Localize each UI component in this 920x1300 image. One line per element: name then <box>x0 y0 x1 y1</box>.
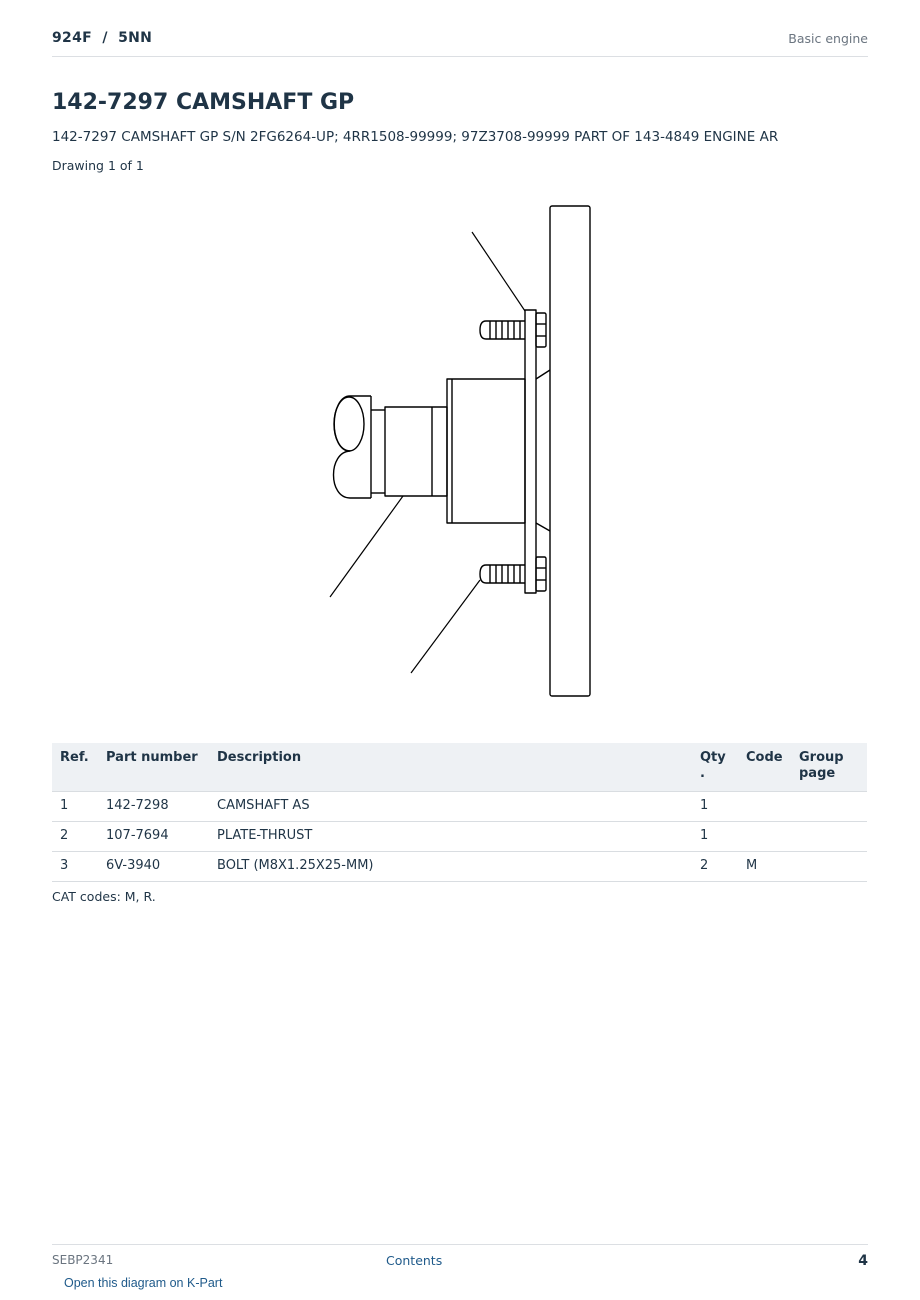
ref-cell: 1 <box>52 792 98 822</box>
col-ref: Ref. <box>52 743 98 792</box>
code-cell: M <box>738 852 791 882</box>
col-code: Code <box>738 743 791 792</box>
page-title: 142-7297 CAMSHAFT GP <box>52 90 355 115</box>
leader-line <box>472 232 525 311</box>
page-subtitle: 142-7297 CAMSHAFT GP S/N 2FG6264-UP; 4RR1508-99999; 97Z3708-99999 PART OF 143-4849 ENGINE AR <box>52 129 779 145</box>
cat-codes-note: CAT codes: M, R. <box>52 889 156 904</box>
leader-line <box>411 580 480 673</box>
camshaft-diagram <box>320 200 600 705</box>
cam-lobe-part <box>334 396 372 498</box>
document-id: SEBP2341 <box>52 1253 114 1267</box>
part-number-cell: 142-7298 <box>98 792 209 822</box>
group-page-cell <box>791 852 867 882</box>
part-number-cell: 107-7694 <box>98 822 209 852</box>
parts-table <box>52 743 867 882</box>
machine-model: 924F / 5NN <box>52 30 153 46</box>
qty-cell: 1 <box>692 822 738 852</box>
upper-bolt-part <box>480 313 546 347</box>
table-row <box>52 822 867 852</box>
ref-cell: 3 <box>52 852 98 882</box>
description-cell: BOLT (M8X1.25X25-MM) <box>209 852 692 882</box>
table-row <box>52 792 867 822</box>
open-kpart-link[interactable]: Open this diagram on K-Part <box>64 1276 223 1290</box>
table-header-row <box>52 743 867 792</box>
shaft-part <box>385 407 447 496</box>
gear-part <box>550 206 590 696</box>
part-number-cell: 6V-3940 <box>98 852 209 882</box>
table-row <box>52 852 867 882</box>
col-group-page: Group page <box>791 743 867 792</box>
section-name: Basic engine <box>788 31 868 46</box>
ref-cell: 2 <box>52 822 98 852</box>
hub-part <box>447 379 525 523</box>
drawing-count: Drawing 1 of 1 <box>52 158 144 173</box>
page-footer <box>52 1244 868 1275</box>
page-header <box>52 28 868 57</box>
qty-cell: 2 <box>692 852 738 882</box>
lower-bolt-part <box>480 557 546 591</box>
col-description: Description <box>209 743 692 792</box>
description-cell: CAMSHAFT AS <box>209 792 692 822</box>
code-cell <box>738 822 791 852</box>
group-page-cell <box>791 792 867 822</box>
description-cell: PLATE-THRUST <box>209 822 692 852</box>
qty-cell: 1 <box>692 792 738 822</box>
thrust-plate-part <box>525 310 536 593</box>
leader-line <box>330 496 403 597</box>
col-qty: Qty . <box>692 743 738 792</box>
page-number: 4 <box>858 1253 868 1269</box>
col-part-number: Part number <box>98 743 209 792</box>
group-page-cell <box>791 822 867 852</box>
contents-link[interactable]: Contents <box>386 1253 443 1268</box>
code-cell <box>738 792 791 822</box>
